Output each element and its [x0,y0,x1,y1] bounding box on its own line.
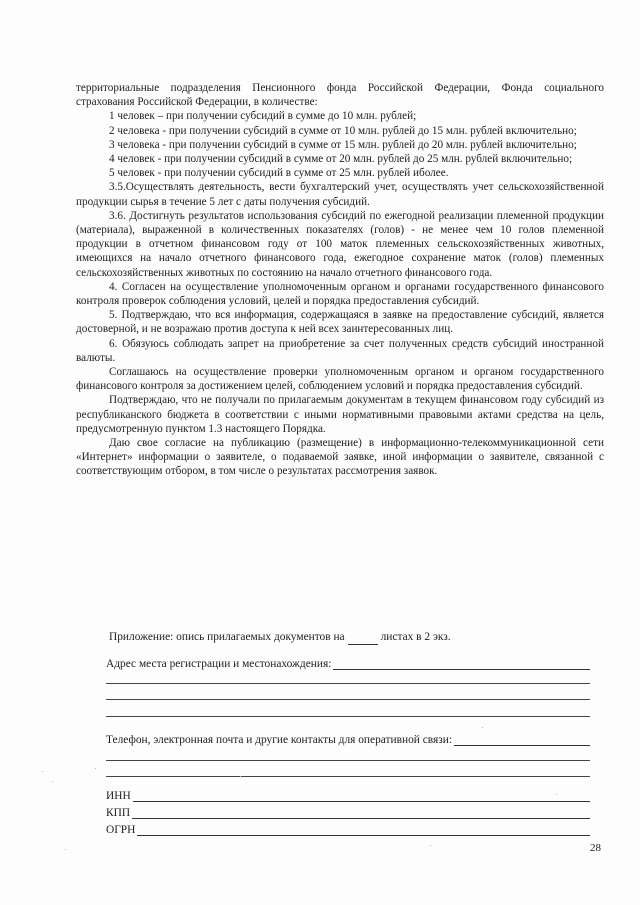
address-row [106,658,590,670]
paragraph: Соглашаюсь на осуществление проверки уполномоченным органом и органом государственного финансового контроля за достижением целей, соблюдением условий и порядка предоставления субсидий. [76,366,604,393]
address-blank-line[interactable] [106,716,590,717]
contacts-blank[interactable] [454,735,590,746]
kpp-label: КПП [106,807,131,819]
paragraph: 2 человека - при получении субсидий в сумме от 10 млн. рублей до 15 млн. рублей включительно; [109,124,577,137]
paragraph: 3.6. Достигнуть результатов использования субсидий по ежегодной реализации племенной продукции (материала), выраженной в количественных показателях (голов) - не менее чем 10 голов племенной продукции в отчетном финансовом году от 100 маток племенных сельскохозяйственных животных, имеющихся на начало отчетного финансового года, ежегодное сохранение маток (голов) племенных сельскохозяйственных животных по состоянию на начало отчетного финансового года. [76,209,604,279]
ogrn-row [106,824,590,836]
address-label: Адрес места регистрации и местонахождения: [106,658,332,670]
kpp-blank[interactable] [132,808,590,819]
contacts-row [106,734,590,746]
scan-speck [556,794,557,795]
contacts-blank-line[interactable] [106,760,590,761]
sheet-count-blank[interactable] [348,633,378,645]
appendix-prefix: Приложение: опись прилагаемых документов на [109,631,345,643]
paragraph: 4 человек - при получении субсидий в сумме от 20 млн. рублей до 25 млн. рублей включительно; [109,153,573,166]
inn-blank[interactable] [133,791,590,802]
paragraph: Даю свое согласие на публикацию (размещение) в информационно-телекоммуникационной сети «Интернет» информации о заявителе, о подаваемой заявке, иной информации о заявителе, связанной с соответствующим отбором, в том числе о результатах рассмотрения заявок. [76,437,604,478]
contacts-label: Телефон, электронная почта и другие контакты для оперативной связи: [106,734,452,746]
scan-speck [430,845,431,846]
ogrn-label: ОГРН [106,824,136,836]
paragraph: 5 человек - при получении субсидий в сумме от 25 млн. рублей иболее. [109,167,449,180]
scan-speck [240,776,241,777]
address-blank[interactable] [333,659,590,670]
scan-speck [482,727,483,728]
paragraph: 3.5.Осуществлять деятельность, вести бухгалтерский учет, осуществлять учет сельскохозяйственной продукции сырья в течение 5 лет с даты получения субсидий. [76,181,604,208]
address-blank-line[interactable] [106,683,590,684]
scan-speck [52,781,53,782]
ogrn-blank[interactable] [137,825,590,836]
address-blank-line[interactable] [106,699,590,700]
paragraph: Подтверждаю, что не получали по прилагаемым документам в текущем финансовом году субсидий из республиканского бюджета в соответствии с иными нормативными правовыми актами средства на цель, предусмотренную пунктом 1.3 настоящего Порядка. [76,394,604,435]
contacts-blank-line[interactable] [106,776,590,777]
paragraph: территориальные подразделения Пенсионного фонда Российской Федерации, Фонда социального страхования Российской Федерации, в количестве: [76,82,604,109]
paragraph: 1 человек – при получении субсидий в сумме до 10 млн. рублей; [109,110,417,123]
appendix-line [109,630,604,645]
body-text [76,81,604,479]
paragraph: 3 человека - при получении субсидий в сумме от 15 млн. рублей до 20 млн. рублей включительно; [109,138,577,151]
page-number: 28 [590,842,601,854]
kpp-row [106,807,590,819]
inn-row [106,790,590,802]
paragraph: 5. Подтверждаю, что вся информация, содержащаяся в заявке на предоставление субсидий, является достоверной, и не возражаю против доступа к ней всех заинтересованных лиц. [76,309,604,336]
paragraph: 4. Согласен на осуществление уполномоченным органом и органами государственного финансового контроля проверок соблюдения условий, целей и порядка предоставления субсидий. [76,280,604,308]
scan-speck [42,771,43,772]
scan-speck [95,768,96,769]
inn-label: ИНН [106,790,131,802]
paragraph: 6. Обязуюсь соблюдать запрет на приобретение за счет полученных средств субсидий иностранной валюты. [76,337,604,364]
scan-speck [65,849,66,850]
appendix-suffix: листах в 2 экз. [380,631,451,643]
